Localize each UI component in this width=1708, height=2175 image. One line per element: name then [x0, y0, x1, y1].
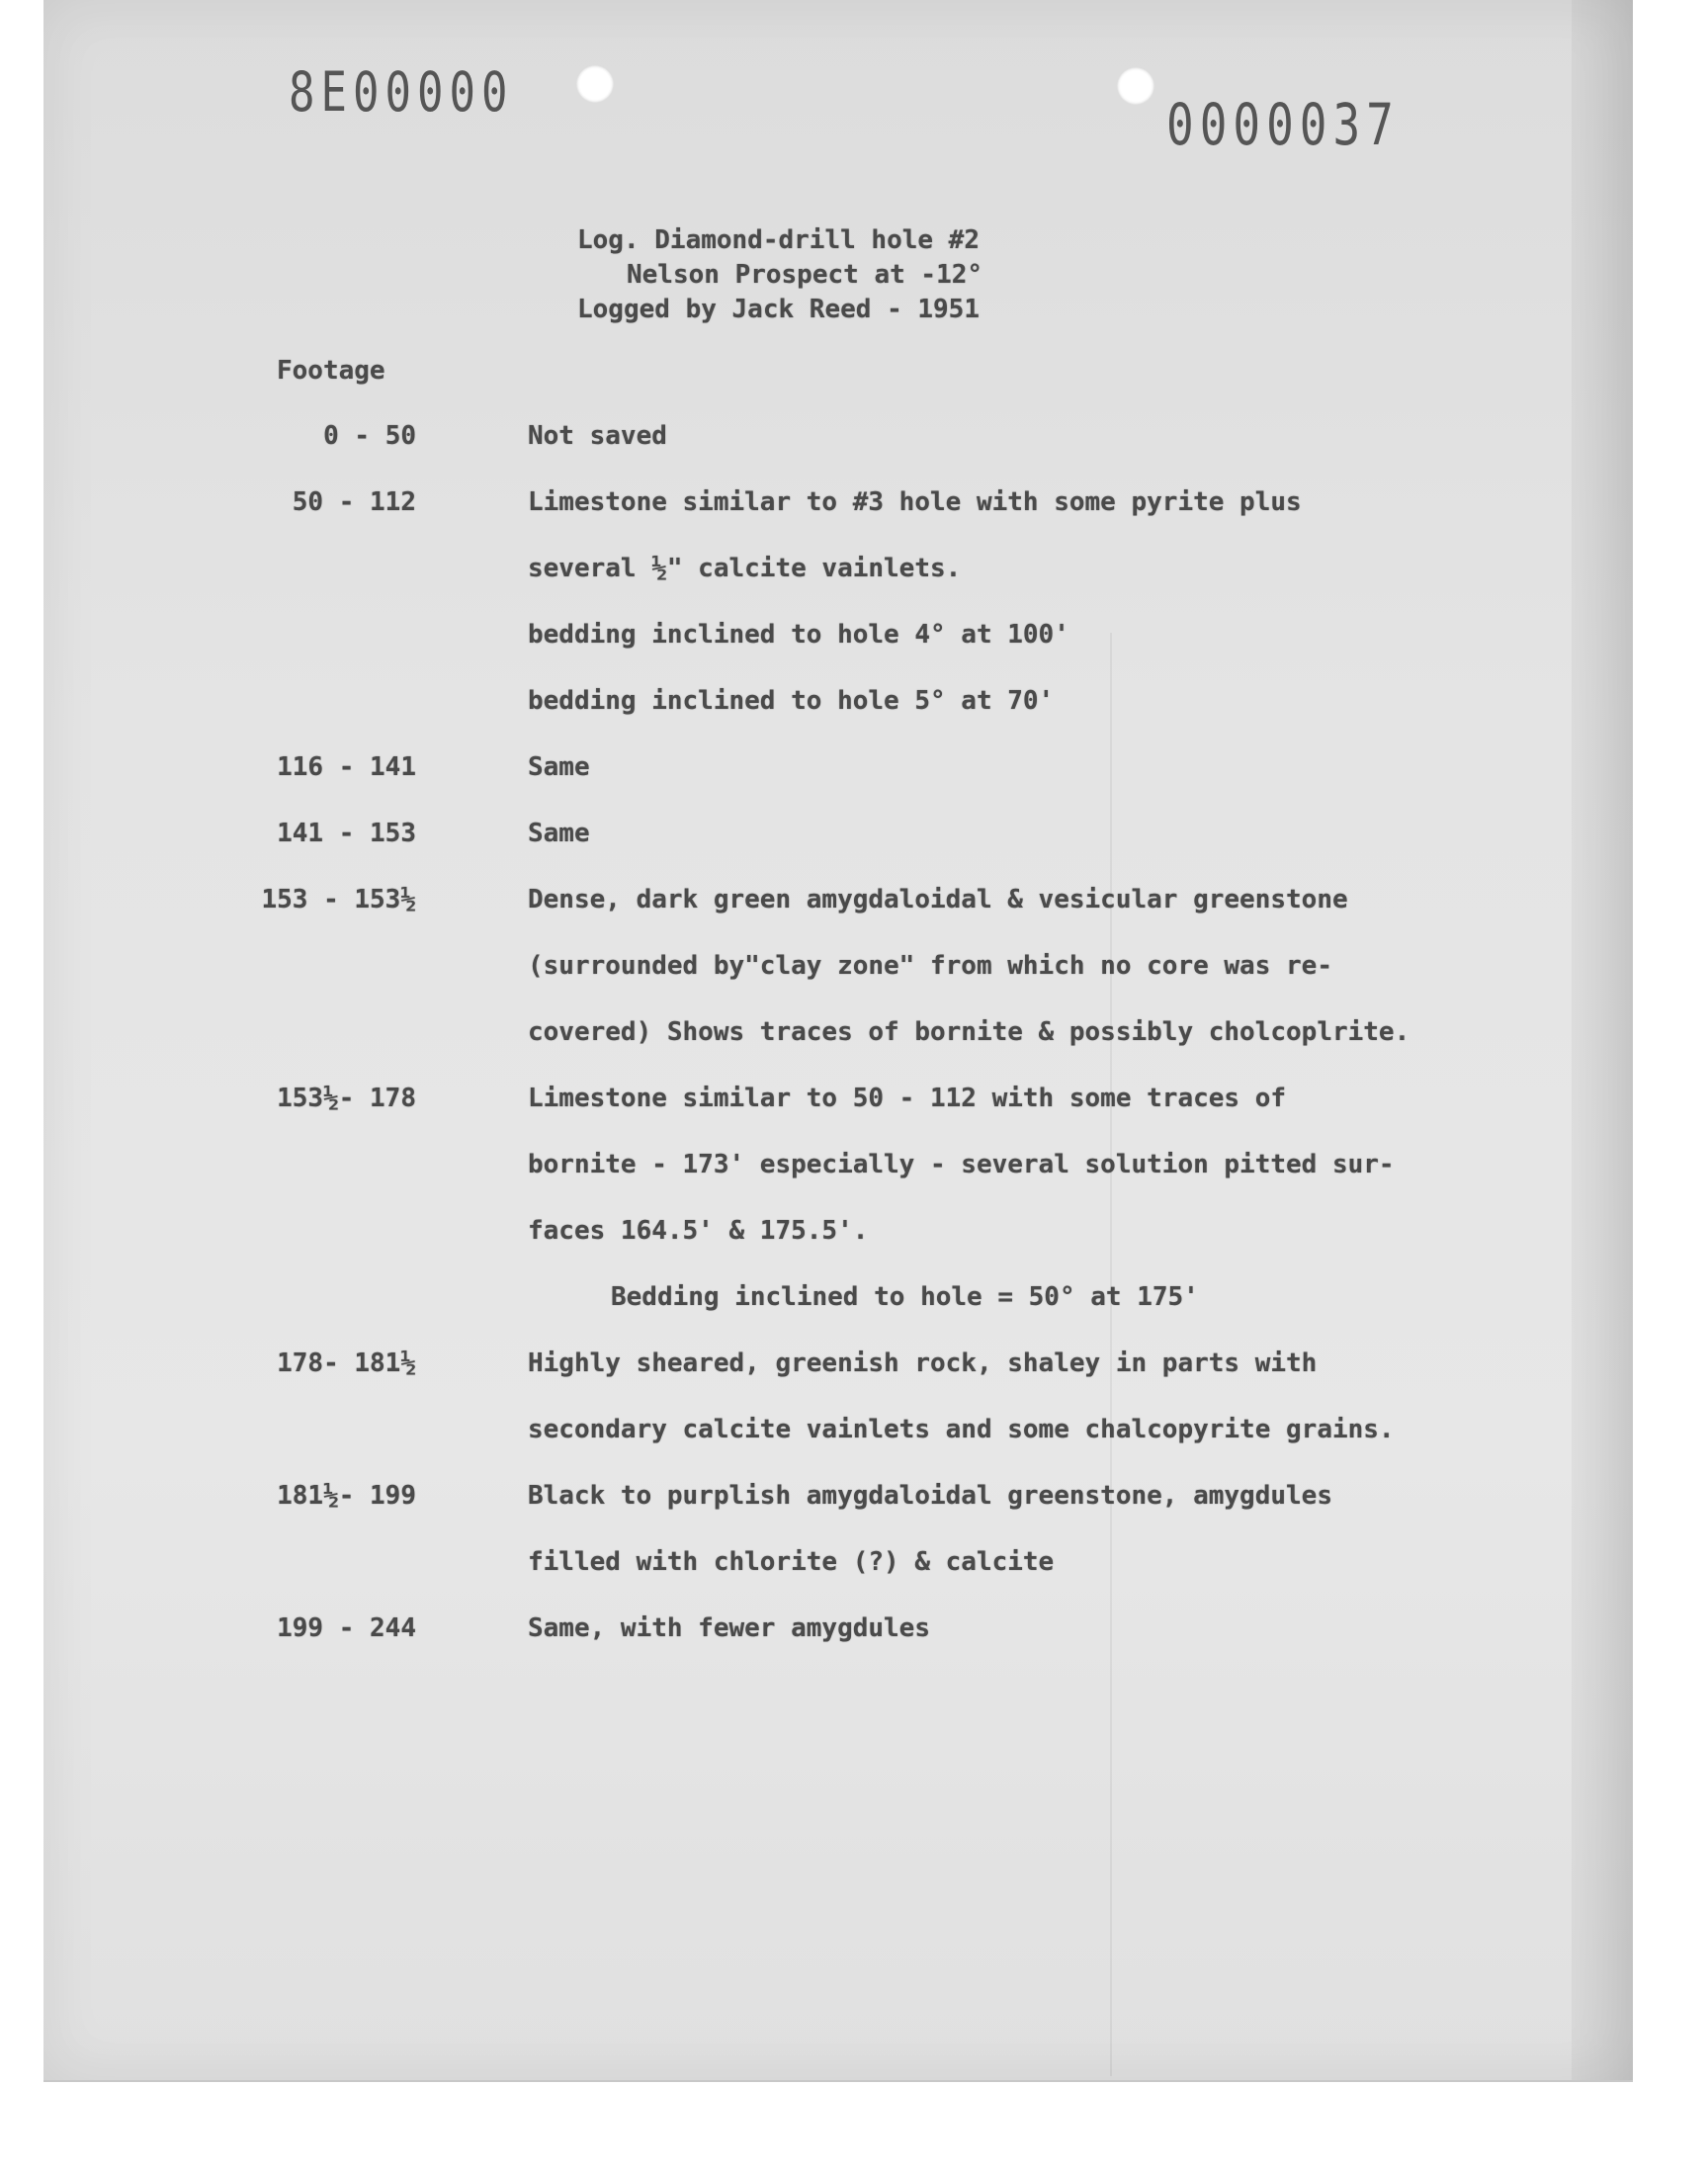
log-description: Limestone similar to #3 hole with some pyrite plus — [528, 487, 1302, 517]
log-description: Black to purplish amygdaloidal greenstone, amygdules — [528, 1481, 1332, 1511]
footage-value: 181½- 199 — [277, 1481, 416, 1511]
log-description: Same — [528, 819, 590, 848]
log-description: covered) Shows traces of bornite & possibly cholcoplrite. — [528, 1017, 1410, 1047]
footage-value: 116 - 141 — [277, 752, 416, 782]
stamp-number-left: 8E00000 — [289, 61, 514, 125]
title-line-3: Logged by Jack Reed - 1951 — [577, 295, 980, 324]
stamp-number-right: 0000037 — [1166, 91, 1400, 158]
log-description: filled with chlorite (?) & calcite — [528, 1547, 1055, 1577]
log-description: Dense, dark green amygdaloidal & vesicular greenstone — [528, 885, 1348, 914]
punch-hole-left — [576, 65, 614, 103]
page-edge — [43, 2080, 1633, 2082]
log-description: secondary calcite vainlets and some chalcopyrite grains. — [528, 1415, 1395, 1444]
log-description: bornite - 173' especially - several solution pitted sur- — [528, 1150, 1395, 1179]
log-description: Highly sheared, greenish rock, shaley in parts with — [528, 1348, 1318, 1378]
log-description: Same, with fewer amygdules — [528, 1613, 930, 1643]
log-title — [577, 223, 982, 327]
log-description: Not saved — [528, 421, 667, 451]
log-description: bedding inclined to hole 4° at 100' — [528, 620, 1069, 650]
bedding-note: Bedding inclined to hole = 50° at 175' — [611, 1282, 1199, 1312]
footage-value: 141 - 153 — [277, 819, 416, 848]
footage-value: 178- 181½ — [277, 1348, 416, 1378]
log-description: faces 164.5' & 175.5'. — [528, 1216, 869, 1246]
punch-hole-right — [1117, 67, 1154, 105]
log-description: Same — [528, 752, 590, 782]
footage-value: 153½- 178 — [277, 1084, 416, 1113]
log-description: (surrounded by"clay zone" from which no core was re- — [528, 951, 1332, 981]
page-shading — [1572, 0, 1633, 2080]
footage-value: 50 - 112 — [292, 487, 416, 517]
title-line-1: Log. Diamond-drill hole #2 — [577, 225, 980, 255]
log-description: bedding inclined to hole 5° at 70' — [528, 686, 1055, 716]
log-description: Limestone similar to 50 - 112 with some traces of — [528, 1084, 1287, 1113]
log-description: several ½" calcite vainlets. — [528, 554, 962, 583]
footage-column-heading: Footage — [277, 356, 385, 386]
footage-value: 199 - 244 — [277, 1613, 416, 1643]
footage-value: 153 - 153½ — [261, 885, 416, 914]
footage-value: 0 - 50 — [323, 421, 416, 451]
title-line-2: Nelson Prospect at -12° — [627, 260, 983, 290]
